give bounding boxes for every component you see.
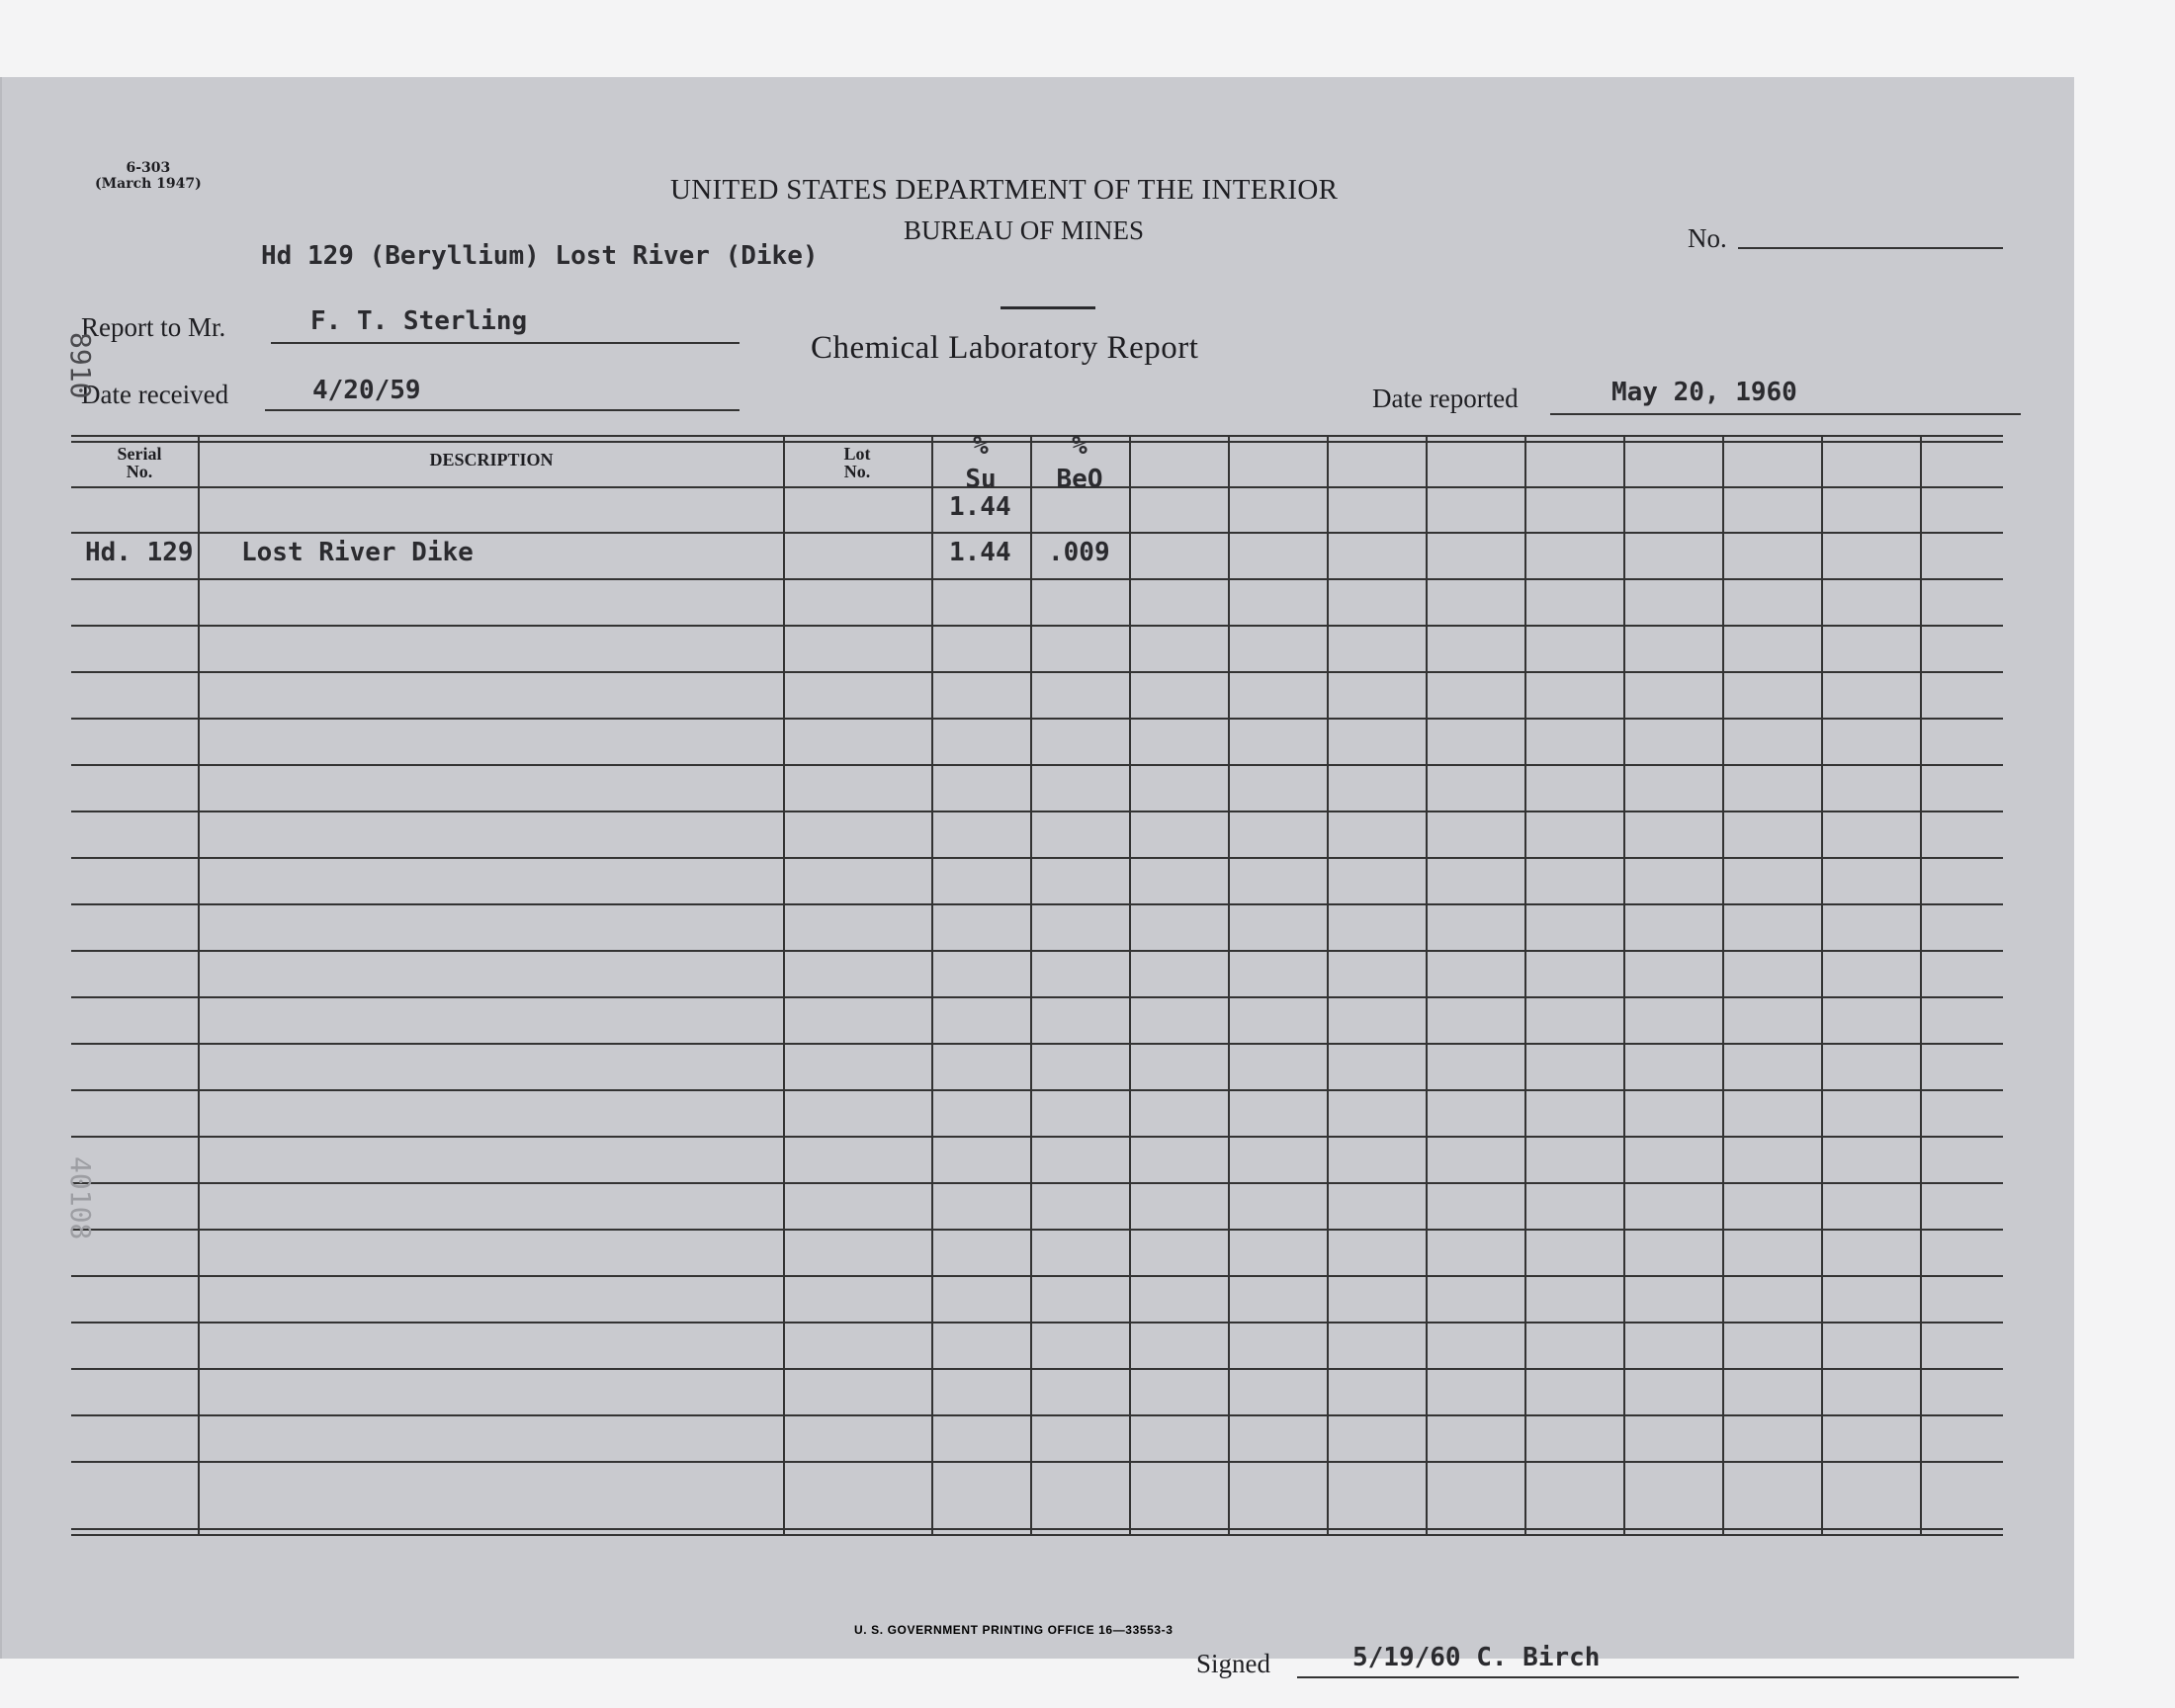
su-header: % Su bbox=[965, 431, 997, 494]
su-value-2: 1.44 bbox=[949, 538, 1011, 567]
report-to-label: Report to Mr. bbox=[81, 312, 226, 342]
report-to-value: F. T. Sterling bbox=[310, 306, 528, 336]
form-number: 6-303 (March 1947) bbox=[95, 160, 202, 192]
title-rule bbox=[1000, 306, 1095, 309]
description-header: DESCRIPTION bbox=[429, 450, 554, 470]
serial-header: Serial No. bbox=[117, 444, 162, 481]
date-received-field[interactable] bbox=[265, 409, 740, 411]
report-form bbox=[0, 77, 2074, 1678]
signed-value: 5/19/60 C. Birch bbox=[1352, 1643, 1601, 1672]
date-reported-field[interactable] bbox=[1550, 413, 2021, 415]
date-received-label: Date received bbox=[81, 380, 229, 409]
date-received-value: 4/20/59 bbox=[312, 376, 421, 405]
beo-header: % BeO bbox=[1056, 431, 1103, 494]
date-reported-label: Date reported bbox=[1372, 384, 1519, 413]
side-stamp-top: 8910 bbox=[64, 332, 97, 399]
printer-imprint: U. S. GOVERNMENT PRINTING OFFICE 16—33553-3 bbox=[854, 1623, 1174, 1637]
subject-line: Hd 129 (Beryllium) Lost River (Dike) bbox=[261, 241, 819, 271]
no-label: No. bbox=[1688, 223, 1727, 253]
report-title: Chemical Laboratory Report bbox=[811, 330, 1199, 366]
results-table bbox=[71, 431, 2003, 1534]
report-to-field[interactable] bbox=[271, 342, 740, 344]
side-stamp-bottom: 40108 bbox=[64, 1156, 97, 1240]
department-heading: UNITED STATES DEPARTMENT OF THE INTERIOR bbox=[670, 174, 1339, 206]
su-value-1: 1.44 bbox=[949, 492, 1011, 522]
no-field[interactable] bbox=[1738, 247, 2003, 249]
bureau-heading: BUREAU OF MINES bbox=[904, 215, 1145, 245]
description-value: Lost River Dike bbox=[241, 538, 474, 567]
lot-header: Lot No. bbox=[843, 444, 871, 481]
serial-value: Hd. 129 bbox=[85, 538, 194, 567]
signature-field[interactable] bbox=[1297, 1676, 2019, 1678]
signed-label: Signed bbox=[1196, 1649, 1271, 1678]
date-reported-value: May 20, 1960 bbox=[1611, 378, 1797, 407]
beo-value: .009 bbox=[1048, 538, 1110, 567]
